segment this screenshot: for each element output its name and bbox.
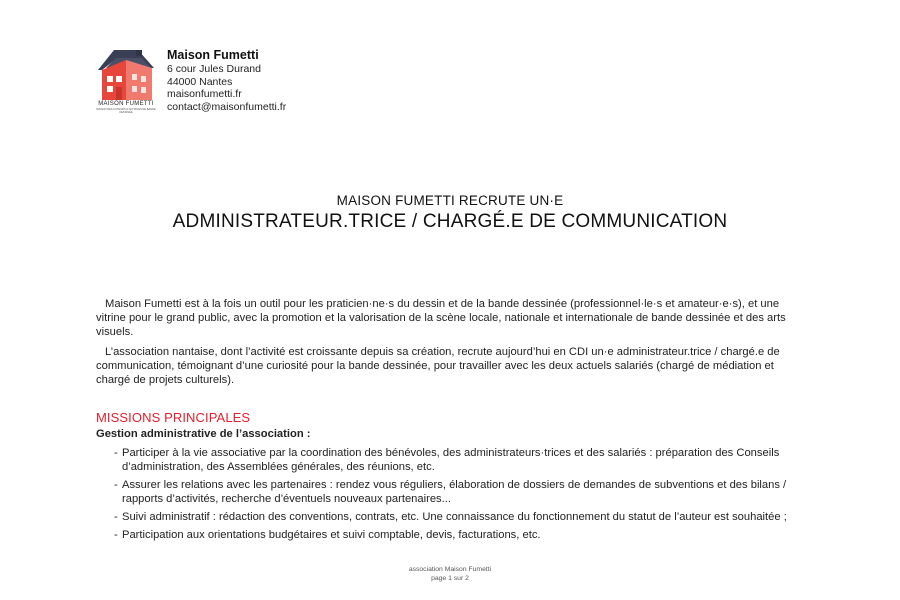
list-item-text: Assurer les relations avec les partenaires : rendez vous réguliers, élaboration de dossiers de demandes de subventions et des bilans / rapports d’activités, recherche d’éventuels nouveaux partenaires...: [122, 479, 787, 505]
footer-organisation: association Maison Fumetti: [408, 566, 492, 573]
dash-bullet: -: [114, 447, 118, 459]
intro-paragraph: L’association nantaise, dont l’activité est croissante depuis sa création, recrute aujourd’hui en CDI un·e administrateur.trice / chargé.e de communication, témoignant d’une curiosité pour la bande dessinée, pour travailler avec les deux actuels salariés (chargé de médiation et chargé de projets culturels).: [96, 346, 780, 386]
website-link[interactable]: maisonfumetti.fr: [167, 88, 242, 101]
logo-caption: MAISON FUMETTI: [98, 101, 154, 107]
list-item: [114, 446, 808, 474]
list-item-text: Participer à la vie associative par la coordination des bénévoles, des administrateurs·trices et des salariés : préparation des Conseils d’administration, des Assemblées générales, des réunions, etc.: [122, 447, 780, 473]
missions-list: [96, 446, 808, 542]
list-item-text: Suivi administratif : rédaction des conventions, contrats, etc. Une connaissance du fonctionnement du statut de l’auteur est souhaitée ;: [122, 511, 787, 523]
email-link[interactable]: contact@maisonfumetti.fr: [167, 100, 287, 113]
heading-kicker: MAISON FUMETTI RECRUTE UN·E: [336, 193, 564, 208]
logo-tagline: MAISON DES AUTEURS & AUTRICES DE BANDE DESSINÉE: [96, 108, 156, 114]
document-body: [96, 297, 808, 546]
address-street: 6 cour Jules Durand: [167, 63, 261, 75]
dash-bullet: -: [114, 529, 118, 541]
job-title: ADMINISTRATEUR.TRICE / CHARGÉ.E DE COMMUNICATION: [172, 211, 728, 232]
section-title-missions: MISSIONS PRINCIPALES: [96, 410, 251, 425]
list-item: [114, 528, 808, 542]
page-footer: [0, 566, 900, 583]
intro-paragraph: Maison Fumetti est à la fois un outil pour les praticien·ne·s du dessin et de la bande dessinée (professionnel·le·s et amateur·e·s), et une vitrine pour le grand public, avec la promotion et la valorisation de la scène locale, nationale et internationale de bande dessinée et des arts visuels.: [96, 298, 786, 338]
missions-subtitle: Gestion administrative de l’association :: [96, 428, 311, 440]
list-item: [114, 510, 808, 524]
list-item: [114, 478, 808, 506]
organisation-name: Maison Fumetti: [167, 48, 259, 62]
page-number: page 1 sur 2: [431, 574, 469, 582]
list-item-text: Participation aux orientations budgétaires et suivi comptable, devis, facturations, etc.: [122, 529, 541, 541]
dash-bullet: -: [114, 479, 118, 491]
job-heading: [0, 192, 900, 234]
dash-bullet: -: [114, 511, 118, 523]
address-city: 44000 Nantes: [167, 75, 233, 88]
organisation-contact: [167, 48, 286, 113]
